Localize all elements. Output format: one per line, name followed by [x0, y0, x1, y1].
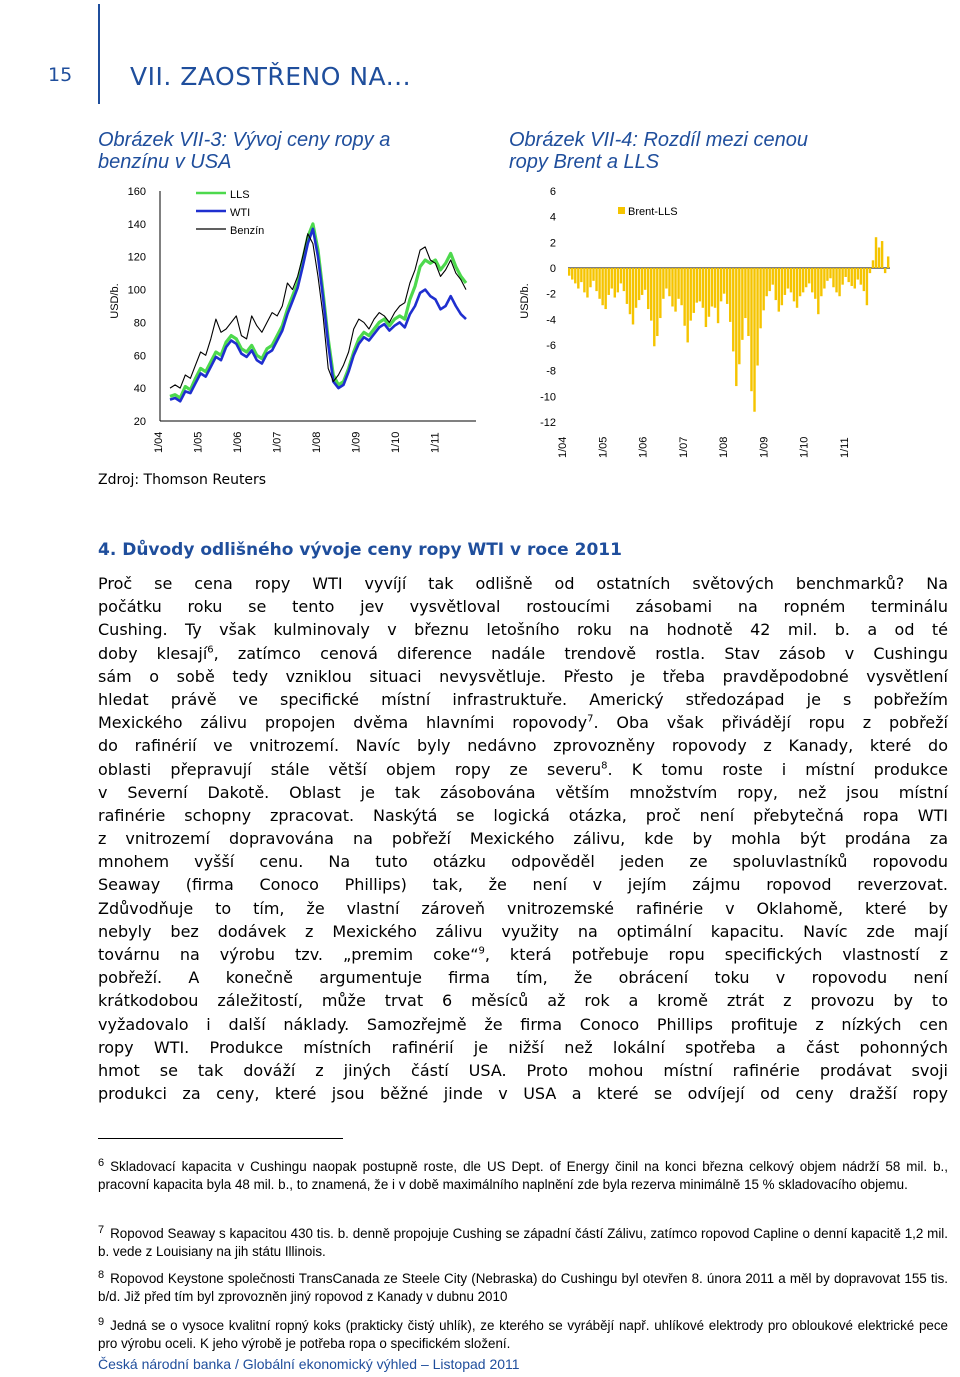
chapter-title: VII. ZAOSTŘENO NA... — [130, 62, 412, 91]
chart-oil-gasoline-svg — [98, 178, 498, 468]
body-line: oblasti přepravují stále větší objem ropy ze severu$^8$. K tomu roste i místní produkce — [98, 759, 948, 779]
body-line: továrnu na výrobu tzv. „premim coke“$^9$, která potřebuje ropu specifických vlastností z — [98, 945, 948, 964]
y-tick-label: 100 — [127, 284, 146, 297]
bar — [787, 268, 789, 289]
bar — [647, 268, 649, 309]
legend-swatch — [618, 207, 625, 214]
bar — [793, 268, 795, 301]
bar — [768, 268, 770, 291]
x-tick-label: 1/08 — [311, 431, 323, 453]
bar — [693, 268, 695, 313]
y-tick-label: 120 — [127, 251, 146, 264]
bar — [808, 268, 810, 283]
bar — [866, 268, 868, 305]
body-line: hledat právě ve specifické místní infrastruktuře. Americký středozápad je s pobřežím — [98, 689, 948, 709]
body-line: Proč se cena ropy WTI vyvíjí tak odlišně od ostatních světových benchmarků? Na — [98, 574, 948, 593]
bar — [683, 268, 685, 326]
chart-brent-lls — [508, 178, 908, 468]
right-figure-title-line1: Obrázek VII-4: Rozdíl mezi cenou — [509, 129, 809, 151]
bar — [696, 268, 698, 303]
page-number: 15 — [48, 64, 73, 86]
bar — [738, 268, 740, 364]
x-tick-label: 1/11 — [838, 437, 851, 458]
bar — [720, 268, 722, 301]
bar — [677, 268, 679, 299]
bar — [714, 268, 716, 308]
y-tick-label: -2 — [546, 288, 556, 301]
bar — [653, 268, 655, 346]
bar — [817, 268, 819, 314]
body-line: mnohem vyšší cenu. Na tuto otázku odpověděl jeden ze spoluvlastníků ropovodu — [98, 852, 948, 872]
y-tick-label: 4 — [549, 211, 556, 224]
bar — [732, 268, 734, 351]
bar — [620, 268, 622, 283]
bar — [592, 268, 594, 281]
body-line: nebyly bez dodávek z Mexického zálivu využity na optimální kapacitu. Navíc zde mají — [98, 921, 948, 941]
body-line: Mexického zálivu propojen dvěma hlavními ropovody$^7$. Oba však přivádějí ropu z pobřeží — [98, 713, 948, 733]
bar — [811, 268, 813, 292]
bar — [650, 268, 652, 321]
body-text — [98, 572, 948, 1105]
right-figure-title — [509, 129, 909, 173]
legend-label: LLS — [230, 189, 250, 201]
left-figure-title — [98, 129, 498, 173]
bar — [671, 268, 673, 307]
y-tick-label: -8 — [546, 365, 556, 378]
bar — [665, 268, 667, 289]
y-tick-label: 20 — [133, 416, 146, 428]
bar — [662, 268, 664, 299]
section-heading: 4. Důvody odlišného vývoje ceny ropy WTI v roce 2011 — [98, 540, 622, 560]
bar — [680, 268, 682, 305]
footnote-number: 8 — [98, 1268, 105, 1281]
y-tick-label: -6 — [546, 340, 556, 352]
bar — [750, 268, 752, 391]
y-tick-label: 0 — [549, 263, 556, 275]
bar — [802, 268, 804, 292]
bar — [741, 268, 743, 340]
x-tick-label: 1/04 — [557, 436, 569, 458]
bar — [601, 268, 603, 305]
bar — [775, 268, 777, 300]
bar — [726, 268, 728, 304]
bar — [884, 268, 886, 273]
body-line: hmot se tak dováží z jiných částí USA. Proto mohou místní rafinérie prodávat svoji — [98, 1060, 948, 1080]
bar — [838, 268, 840, 296]
bar — [699, 268, 701, 301]
bar — [629, 268, 631, 314]
bar — [854, 268, 856, 289]
x-tick-label: 1/04 — [153, 431, 165, 453]
bar — [869, 268, 871, 273]
bar — [656, 268, 658, 336]
legend-label: Benzín — [230, 225, 265, 237]
body-line: pobřeží. A konečně argumentuje firma tím, že obrácení toku v ropovodu není — [98, 968, 948, 988]
bar — [623, 268, 625, 291]
bar — [635, 268, 637, 308]
y-tick-label: -12 — [540, 417, 556, 429]
bar — [887, 256, 889, 268]
bar — [729, 268, 731, 322]
bar — [686, 268, 688, 342]
bar — [799, 268, 801, 296]
footer: Česká národní banka / Globální ekonomický výhled – Listopad 2011 — [98, 1356, 520, 1372]
bar — [571, 268, 573, 280]
bar — [617, 268, 619, 292]
bar — [611, 268, 613, 289]
body-line: krátkodobou záležitostí, může trvat 6 měsíců až rok a kromě ztrát z provozu by to — [98, 991, 948, 1011]
body-line: v Severní Dakotě. Oblast je tak zásobována větším množstvím ropy, než jsou místní — [98, 782, 948, 802]
bar — [604, 268, 606, 309]
bar — [881, 241, 883, 268]
bar — [644, 268, 646, 290]
x-tick-label: 1/05 — [192, 431, 205, 453]
bar — [705, 268, 707, 327]
bar — [607, 268, 609, 295]
bar — [772, 268, 774, 285]
y-tick-label: 6 — [549, 186, 556, 198]
footnote-ref[interactable]: 6 — [207, 644, 214, 656]
bar — [814, 268, 816, 299]
body-line: sám o sobě tedy vzniklou situaci nevysvětluje. Přesto je třeba pravděpodobné vysvětlení — [98, 666, 948, 686]
body-line: produkci za ceny, které jsou běžné jinde v USA a které se odvíjejí od ceny dražší ropy — [98, 1084, 948, 1104]
footnote-ref[interactable]: 7 — [587, 713, 594, 725]
legend-label: Brent-LLS — [628, 206, 678, 218]
bar — [860, 268, 862, 285]
bar — [702, 268, 704, 308]
footnote-ref[interactable]: 9 — [478, 945, 485, 957]
bar — [674, 268, 676, 312]
footnote-number: 7 — [98, 1223, 105, 1236]
footnote-number: 9 — [98, 1315, 105, 1328]
chart-oil-gasoline — [98, 178, 498, 468]
x-tick-label: 1/10 — [798, 436, 811, 458]
body-line: Cushing. Ty však kulminovaly v březnu letošního roku na hodnotě 42 mil. b. a od té — [98, 620, 948, 640]
series-line-wti — [170, 229, 466, 401]
y-tick-label: 80 — [133, 317, 146, 330]
bar — [711, 268, 713, 307]
bar — [784, 268, 786, 295]
body-line: Seaway (firma Conoco Phillips) tak, že není v jejím zájmu ropovod reverzovat. — [98, 875, 948, 895]
bar — [568, 268, 570, 276]
footnote-ref[interactable]: 8 — [601, 760, 608, 772]
bar — [638, 268, 640, 300]
legend-label: WTI — [230, 207, 251, 219]
bar — [690, 268, 692, 321]
bar — [717, 268, 719, 323]
bar — [863, 268, 865, 291]
bar — [595, 268, 597, 291]
x-tick-label: 1/07 — [271, 431, 284, 453]
bar — [781, 268, 783, 305]
bar — [583, 268, 585, 292]
x-tick-label: 1/07 — [677, 436, 690, 458]
bar — [762, 268, 764, 310]
body-line: rafinérie schopny zpracovat. Naskýtá se logická otázka, proč není přebytečná ropa WTI — [98, 805, 948, 825]
bar — [586, 268, 588, 298]
left-figure-title-line2: benzínu v USA — [98, 151, 232, 173]
bar — [778, 268, 780, 312]
bar — [756, 268, 758, 366]
body-line: ropy WTI. Produkce místních rafinérií je nižší než lokální spotřeba a část pohonných — [98, 1037, 948, 1057]
bar — [826, 268, 828, 281]
bar — [851, 268, 853, 286]
x-tick-label: 1/08 — [718, 436, 730, 458]
bar — [577, 268, 579, 289]
x-tick-label: 1/11 — [429, 432, 442, 453]
footnote-text: Skladovací kapacita v Cushingu naopak postupně roste, dle US Dept. of Energy činil na konci března celkový objem nádrží 58 mil. b., pracovní kapacita byla 48 mil. b., to znamená, že i v době maximálního naplnění zde byla rezerva minimálně 15 % skladovacího objemu. — [98, 1159, 948, 1192]
bar — [580, 268, 582, 282]
footnote-divider — [98, 1138, 343, 1139]
x-tick-label: 1/10 — [390, 431, 402, 453]
header-divider — [98, 4, 100, 104]
body-line: doby klesají$^6$, zatímco cenová diference nadále trendově rostla. Stav zásob v Cushingu — [98, 643, 948, 663]
y-tick-label: 40 — [133, 383, 146, 396]
bar — [847, 268, 849, 282]
bar — [708, 268, 710, 317]
bar — [829, 268, 831, 278]
figure-source: Zdroj: Thomson Reuters — [98, 472, 267, 488]
x-tick-label: 1/06 — [232, 431, 244, 453]
y-tick-label: 60 — [133, 350, 146, 363]
footnote-9 — [98, 1317, 948, 1352]
bar — [626, 268, 628, 304]
bar — [659, 268, 661, 318]
bar — [796, 268, 798, 308]
footnote-6 — [98, 1158, 948, 1193]
bar — [790, 268, 792, 292]
bar — [805, 268, 807, 287]
bar — [835, 268, 837, 292]
body-line: vyžadovalo i další náklady. Samozřejmě že firma Conoco Phillips profituje z nízkých cen — [98, 1014, 948, 1034]
bar — [844, 268, 846, 277]
bar — [598, 268, 600, 299]
y-tick-label: 160 — [127, 186, 146, 198]
x-tick-label: 1/05 — [597, 436, 610, 458]
y-tick-label: -10 — [540, 391, 556, 404]
bar — [735, 268, 737, 386]
bar — [841, 268, 843, 285]
bar — [765, 268, 767, 296]
bar — [857, 268, 859, 280]
bar — [753, 268, 755, 412]
body-line: do rafinérií ve vnitrozemí. Navíc byly nedávno zprovozněny ropovody z Kanady, které do — [98, 736, 948, 756]
x-tick-label: 1/09 — [758, 436, 771, 458]
left-figure-title-line1: Obrázek VII-3: Vývoj ceny ropy a — [98, 129, 391, 151]
bar — [744, 268, 746, 318]
footnote-8 — [98, 1270, 948, 1305]
x-tick-label: 1/09 — [350, 431, 363, 453]
bar — [872, 260, 874, 268]
bar — [574, 268, 576, 283]
footnote-text: Ropovod Keystone společnosti TransCanada ze Steele City (Nebraska) do Cushingu byl otevřen 8. února 2011 a měl by dopravovat 155 tis. b/d. Již před tím byl zprovozněn jiný ropovod z Kanady v dubnu 2010 — [98, 1271, 948, 1304]
footnote-text: Jedná se o vysoce kvalitní ropný koks (prakticky čistý uhlík), ze kterého se vyrábějí např. uhlíkové elektrody pro obloukové elektrické pece pro výrobu oceli. K jeho výrobě je potřeba ropa o specifickém složení. — [98, 1318, 948, 1351]
bar — [589, 268, 591, 287]
body-line: Zdůvodňuje to tím, že vlastní zároveň vnitrozemské rafinérie v Oklahomě, které by — [98, 898, 948, 918]
bar — [614, 268, 616, 298]
bar — [747, 268, 749, 336]
x-tick-label: 1/06 — [637, 436, 650, 458]
bar — [759, 268, 761, 328]
footnote-text: Ropovod Seaway s kapacitou 430 tis. b. denně propojuje Cushing se západní částí Zálivu, zatímco ropovod Capline o denní kapacitě 1,2 mil. b. vede z Louisiany na jih státu Illinois. — [98, 1226, 948, 1259]
footnote-7 — [98, 1225, 948, 1260]
bar — [723, 268, 725, 294]
y-tick-label: 2 — [549, 237, 556, 250]
bar — [632, 268, 634, 324]
bar — [823, 268, 825, 289]
right-figure-title-line2: ropy Brent a LLS — [509, 151, 660, 173]
bar — [641, 268, 643, 295]
y-axis-label: USD/b. — [519, 283, 531, 319]
chart-brent-lls-svg — [508, 178, 908, 468]
y-tick-label: 140 — [127, 218, 146, 231]
bar — [832, 268, 834, 287]
bar — [820, 268, 822, 296]
bar — [878, 247, 880, 268]
body-line: počátku roku se tento jev vysvětloval rostoucími zásobami na ropném terminálu — [98, 597, 948, 617]
y-axis-label: USD/b. — [109, 283, 121, 319]
footnote-number: 6 — [98, 1156, 105, 1169]
bar — [668, 268, 670, 296]
body-line: z vnitrozemí dopravována na pobřeží Mexického zálivu, kde by mohla být prodána za — [98, 829, 948, 849]
bar — [875, 237, 877, 268]
y-tick-label: -4 — [546, 314, 556, 327]
